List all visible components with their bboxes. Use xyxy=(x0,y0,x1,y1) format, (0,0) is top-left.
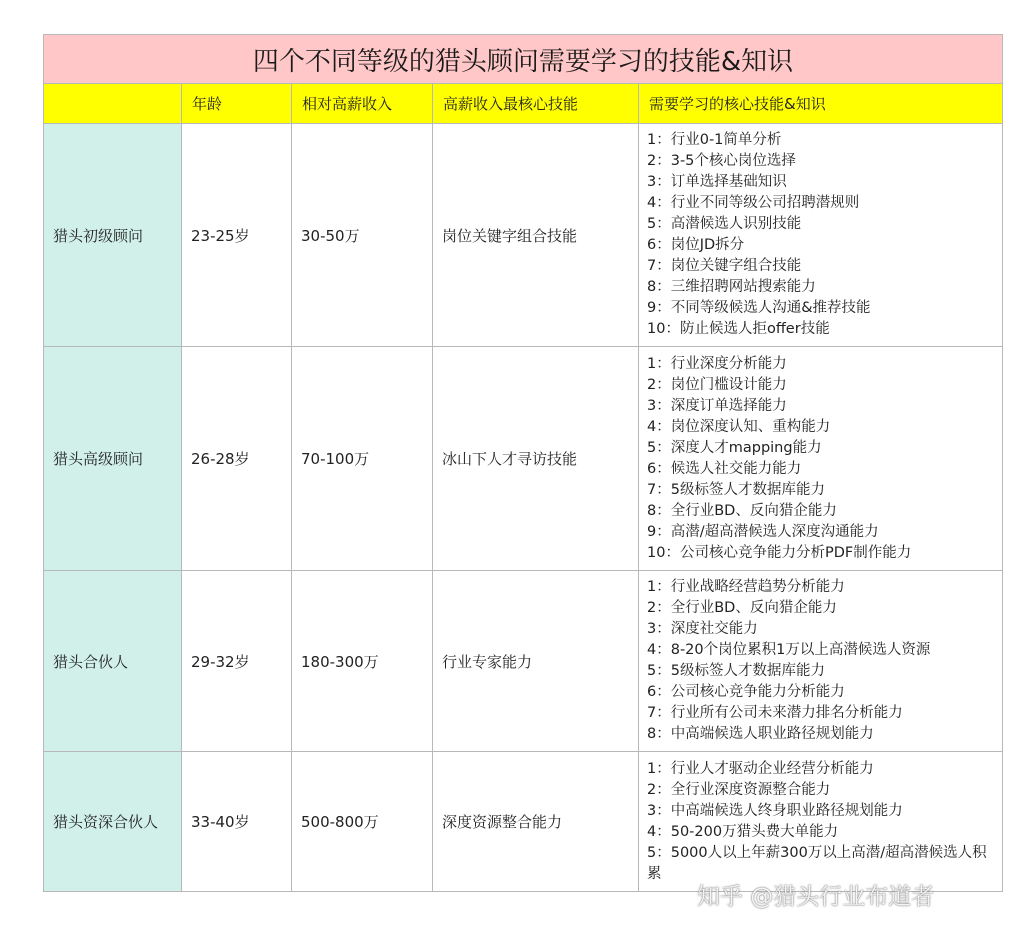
skill-item: 5：5000人以上年薪300万以上高潜/超高潜候选人积累 xyxy=(647,844,987,882)
header-income: 相对高薪收入 xyxy=(292,84,433,124)
skill-item: 3：中高端候选人终身职业路径规划能力 xyxy=(647,802,903,819)
header-core-skill: 高薪收入最核心技能 xyxy=(433,84,639,124)
skill-item: 2：岗位门槛设计能力 xyxy=(647,376,787,393)
skill-item: 7：5级标签人才数据库能力 xyxy=(647,481,825,498)
level-cell: 猎头资深合伙人 xyxy=(44,752,182,892)
income-cell: 180-300万 xyxy=(292,571,433,752)
income-cell: 500-800万 xyxy=(292,752,433,892)
skill-item: 5：5级标签人才数据库能力 xyxy=(647,663,825,679)
skill-item: 5：高潜候选人识别技能 xyxy=(647,216,802,232)
skill-item: 10：公司核心竞争能力分析PDF制作能力 xyxy=(647,544,912,561)
table-row xyxy=(44,124,1003,347)
skill-item: 6：岗位JD拆分 xyxy=(647,237,745,253)
skill-item: 9：不同等级候选人沟通&推荐技能 xyxy=(647,300,871,316)
skill-item: 3：订单选择基础知识 xyxy=(647,174,787,190)
skills-cell xyxy=(639,347,1003,571)
skill-item: 3：深度订单选择能力 xyxy=(647,397,787,414)
skills-cell xyxy=(639,124,1003,347)
core-skill-cell: 冰山下人才寻访技能 xyxy=(433,347,639,571)
skill-item: 4：岗位深度认知、重构能力 xyxy=(647,418,831,435)
skill-item: 6：公司核心竞争能力分析能力 xyxy=(647,684,845,700)
skill-item: 8：中高端候选人职业路径规划能力 xyxy=(647,726,874,742)
age-cell: 23-25岁 xyxy=(182,124,292,347)
skill-item: 4：8-20个岗位累积1万以上高潜候选人资源 xyxy=(647,642,931,658)
income-cell: 30-50万 xyxy=(292,124,433,347)
skill-item: 4：行业不同等级公司招聘潜规则 xyxy=(647,195,860,211)
income-cell: 70-100万 xyxy=(292,347,433,571)
skill-item: 10：防止候选人拒offer技能 xyxy=(647,321,830,337)
skill-item: 1：行业0-1简单分析 xyxy=(647,132,782,148)
table-title: 四个不同等级的猎头顾问需要学习的技能&知识 xyxy=(44,35,1003,84)
skill-item: 5：深度人才mapping能力 xyxy=(647,439,822,456)
level-cell: 猎头合伙人 xyxy=(44,571,182,752)
watermark-text: 知乎 @猎头行业布道者 xyxy=(697,884,935,910)
skill-item: 2：全行业深度资源整合能力 xyxy=(647,781,831,798)
level-cell: 猎头初级顾问 xyxy=(44,124,182,347)
skill-item: 3：深度社交能力 xyxy=(647,621,758,637)
skill-item: 1：行业深度分析能力 xyxy=(647,355,787,372)
skill-item: 2：全行业BD、反向猎企能力 xyxy=(647,600,837,616)
skill-item: 2：3-5个核心岗位选择 xyxy=(647,153,796,169)
skill-item: 1：行业战略经营趋势分析能力 xyxy=(647,579,845,595)
table-row xyxy=(44,347,1003,571)
age-cell: 26-28岁 xyxy=(182,347,292,571)
skills-cell xyxy=(639,571,1003,752)
header-level xyxy=(44,84,182,124)
age-cell: 29-32岁 xyxy=(182,571,292,752)
skills-cell xyxy=(639,752,1003,892)
header-age: 年龄 xyxy=(182,84,292,124)
skill-item: 9：高潜/超高潜候选人深度沟通能力 xyxy=(647,523,879,540)
header-skills: 需要学习的核心技能&知识 xyxy=(639,84,1003,124)
core-skill-cell: 岗位关键字组合技能 xyxy=(433,124,639,347)
skill-item: 6：候选人社交能力能力 xyxy=(647,460,802,477)
skill-item: 7：行业所有公司未来潜力排名分析能力 xyxy=(647,705,903,721)
skill-item: 1：行业人才驱动企业经营分析能力 xyxy=(647,760,874,777)
core-skill-cell: 行业专家能力 xyxy=(433,571,639,752)
skill-item: 8：全行业BD、反向猎企能力 xyxy=(647,502,837,519)
age-cell: 33-40岁 xyxy=(182,752,292,892)
core-skill-cell: 深度资源整合能力 xyxy=(433,752,639,892)
table-row xyxy=(44,571,1003,752)
skill-item: 4：50-200万猎头费大单能力 xyxy=(647,823,839,840)
table-row xyxy=(44,752,1003,892)
level-cell: 猎头高级顾问 xyxy=(44,347,182,571)
skill-item: 8：三维招聘网站搜索能力 xyxy=(647,279,816,295)
skills-table-container xyxy=(43,34,1002,892)
skills-table xyxy=(43,34,1003,892)
skill-item: 7：岗位关键字组合技能 xyxy=(647,258,802,274)
